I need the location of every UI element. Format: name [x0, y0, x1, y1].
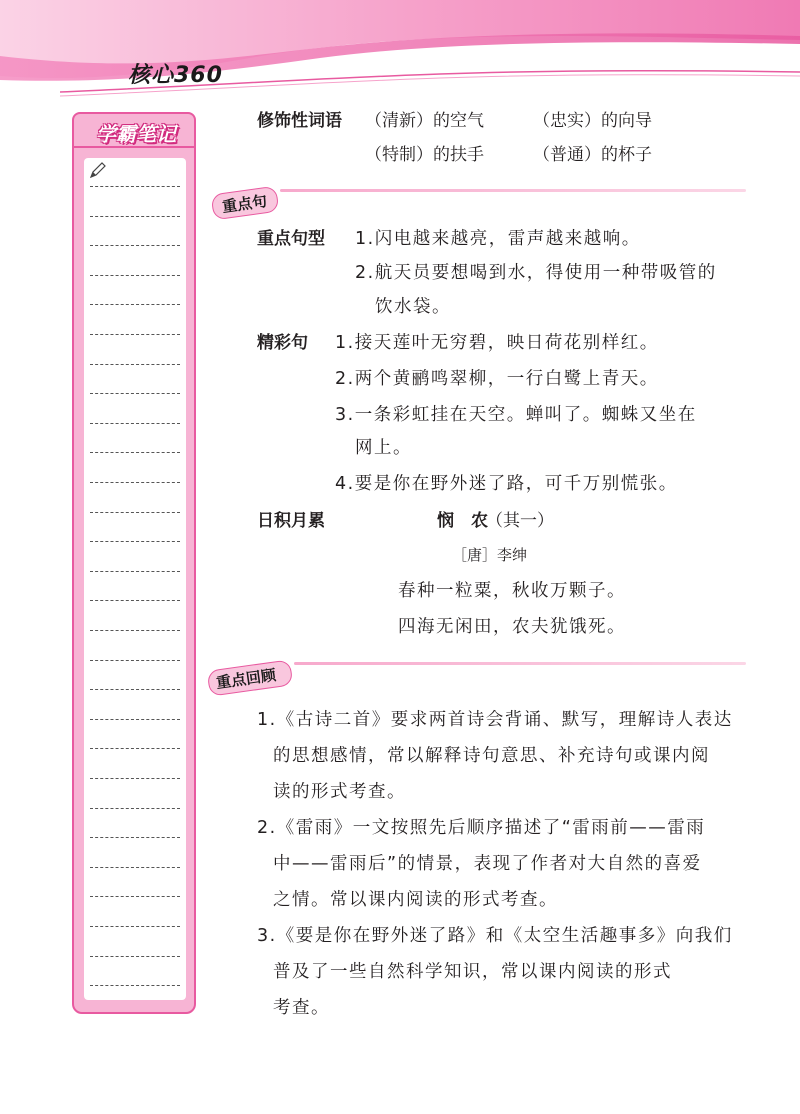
notes-box	[72, 146, 196, 1014]
note-line	[90, 808, 180, 809]
note-line	[90, 571, 180, 572]
note-line	[90, 896, 180, 897]
note-line	[90, 541, 180, 542]
header-band	[0, 0, 800, 110]
note-line	[90, 186, 180, 187]
review-line: 之情。常以课内阅读的形式考查。	[273, 890, 558, 910]
modifiers-label: 修饰性词语	[257, 111, 342, 131]
key-sentences-title: 重点句	[221, 191, 269, 217]
note-line	[90, 512, 180, 513]
poem-title: 悯 农	[437, 511, 488, 531]
excellent-label: 精彩句	[257, 333, 308, 353]
excellent-line: 4.要是你在野外迷了路，可千万别慌张。	[335, 474, 678, 494]
review-line: 考查。	[273, 998, 330, 1018]
excellent-line: 3.一条彩虹挂在天空。蝉叫了。蜘蛛又坐在	[335, 405, 697, 425]
review-line: 1.《古诗二首》要求两首诗会背诵、默写，理解诗人表达	[257, 710, 733, 730]
note-line	[90, 630, 180, 631]
note-line	[90, 482, 180, 483]
note-line	[90, 837, 180, 838]
note-line	[90, 748, 180, 749]
review-title: 重点回顾	[215, 665, 278, 693]
review-line: 中——雷雨后”的情景，表现了作者对大自然的喜爱	[273, 854, 702, 874]
notes-tab	[72, 112, 196, 148]
poem-subtitle: （其一）	[486, 511, 554, 531]
note-line	[90, 216, 180, 217]
note-line	[90, 245, 180, 246]
modifier-item: （普通）的杯子	[533, 145, 652, 165]
note-line	[90, 660, 180, 661]
excellent-line: 网上。	[355, 438, 412, 458]
note-line	[90, 926, 180, 927]
notes-title: 学霸笔记	[96, 122, 176, 146]
accumulate-label: 日积月累	[257, 511, 325, 531]
note-line	[90, 778, 180, 779]
pattern-line: 饮水袋。	[375, 297, 451, 317]
review-line: 3.《要是你在野外迷了路》和《太空生活趣事多》向我们	[257, 926, 733, 946]
note-line	[90, 956, 180, 957]
note-line	[90, 867, 180, 868]
modifier-item: （特制）的扶手	[365, 145, 484, 165]
note-line	[90, 393, 180, 394]
note-line	[90, 600, 180, 601]
note-line	[90, 304, 180, 305]
poem-line: 春种一粒粟，秋收万颗子。	[398, 581, 626, 601]
review-line: 普及了一些自然科学知识，常以课内阅读的形式	[273, 962, 672, 982]
note-line	[90, 689, 180, 690]
modifier-item: （忠实）的向导	[533, 111, 652, 131]
pencil-icon	[88, 160, 108, 180]
review-line: 2.《雷雨》一文按照先后顺序描述了“雷雨前——雷雨	[257, 818, 706, 838]
pattern-line: 1.闪电越来越亮，雷声越来越响。	[355, 229, 641, 249]
review-line: 的思想感情，常以解释诗句意思、补充诗句或课内阅	[273, 746, 710, 766]
note-line	[90, 364, 180, 365]
brand-logo: 核心360	[128, 63, 223, 88]
poem-line: 四海无闲田，农夫犹饿死。	[398, 617, 626, 637]
excellent-line: 1.接天莲叶无穷碧，映日荷花别样红。	[335, 333, 659, 353]
note-line	[90, 985, 180, 986]
pattern-label: 重点句型	[257, 229, 325, 249]
notes-paper	[84, 158, 186, 1000]
note-line	[90, 452, 180, 453]
poem-author: ［唐］李绅	[452, 546, 528, 564]
note-line	[90, 275, 180, 276]
notes-sidebar	[72, 112, 196, 1014]
note-line	[90, 719, 180, 720]
excellent-line: 2.两个黄鹂鸣翠柳，一行白鹭上青天。	[335, 369, 659, 389]
modifier-item: （清新）的空气	[365, 111, 484, 131]
pattern-line: 2.航天员要想喝到水，得使用一种带吸管的	[355, 263, 717, 283]
note-line	[90, 423, 180, 424]
review-line: 读的形式考查。	[273, 782, 406, 802]
note-line	[90, 334, 180, 335]
